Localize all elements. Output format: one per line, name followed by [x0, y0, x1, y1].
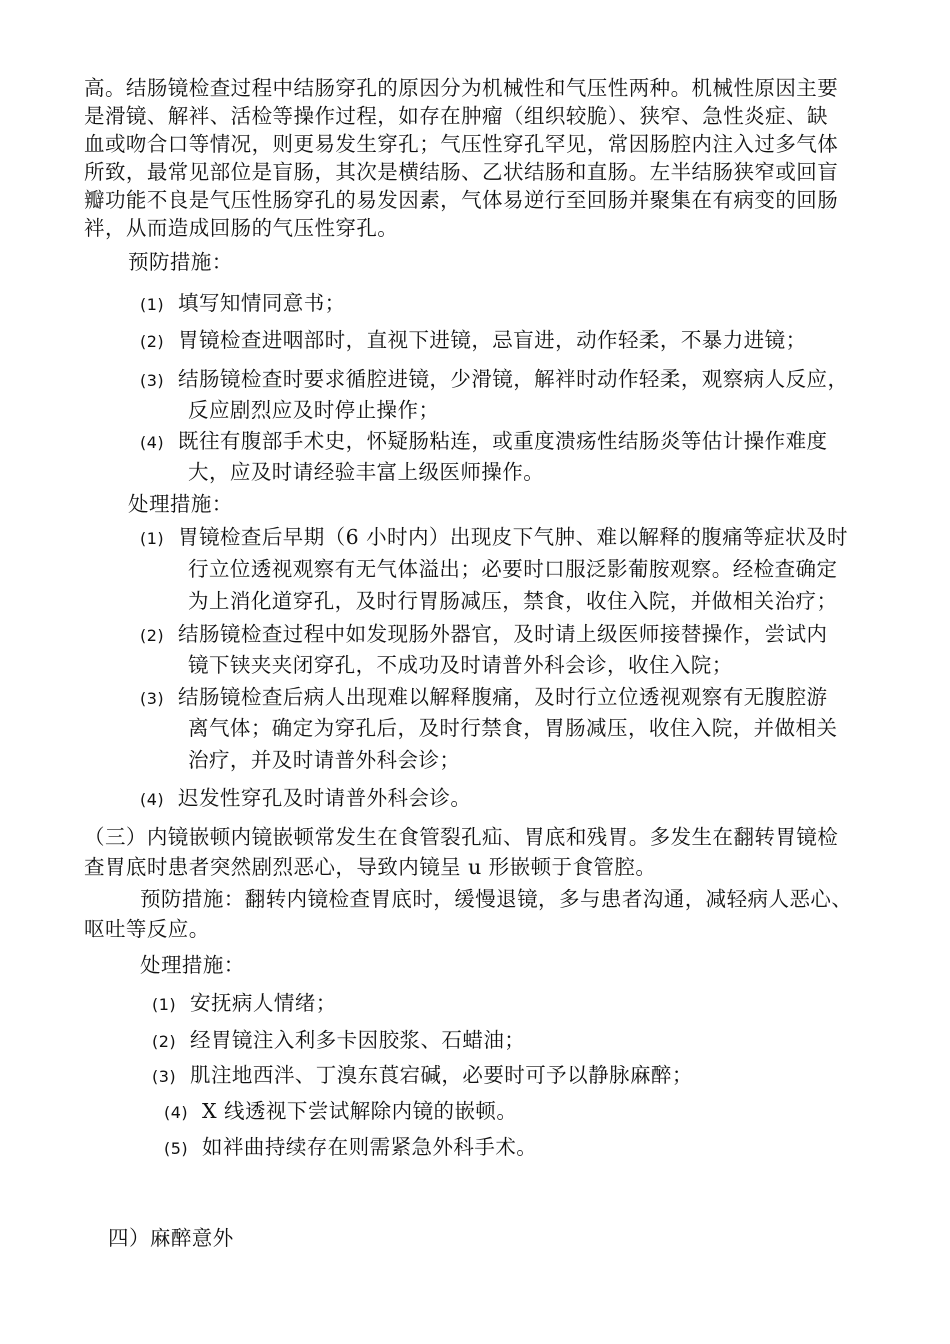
section-paragraph-line: （三）内镜嵌顿内镜嵌顿常发生在食管裂孔疝、胃底和残胃。多发生在翻转胃镜检 — [84, 825, 839, 849]
list-text: 安抚病人情绪； — [190, 991, 337, 1015]
list-continuation: 大，应及时请经验丰富上级医师操作。 — [188, 460, 545, 484]
list-item — [140, 783, 950, 813]
paragraph-line: 袢，从而造成回肠的气压性穿孔。 — [84, 216, 399, 240]
list-text: 结肠镜检查时要求循腔进镜，少滑镜，解袢时动作轻柔，观察病人反应， — [178, 367, 849, 391]
list-item — [140, 522, 950, 552]
list-item — [140, 364, 950, 394]
list-continuation: 治疗，并及时请普外科会诊； — [188, 748, 461, 772]
list-text: 胃镜检查后早期（6 小时内）出现皮下气肿、难以解释的腹痛等症状及时 — [178, 525, 848, 549]
list-text: 如袢曲持续存在则需紧急外科手术。 — [202, 1135, 538, 1159]
list-number: (4) — [140, 790, 165, 809]
list-text: 迟发性穿孔及时请普外科会诊。 — [178, 786, 472, 810]
list-item — [140, 426, 950, 456]
list-item — [164, 1132, 950, 1162]
paragraph-line: 高。结肠镜检查过程中结肠穿孔的原因分为机械性和气压性两种。机械性原因主要 — [84, 76, 839, 100]
prevention-paragraph-line: 预防措施：翻转内镜检查胃底时，缓慢退镜，多与患者沟通，减轻病人恶心、 — [140, 887, 853, 911]
list-text: 胃镜检查进咽部时，直视下进镜，忌盲进，动作轻柔，不暴力进镜； — [178, 328, 807, 352]
list-number: (3) — [140, 371, 165, 390]
list-item — [152, 1060, 950, 1090]
prevention-heading: 预防措施： — [128, 250, 233, 274]
list-text: 填写知情同意书； — [178, 291, 346, 315]
list-number: (2) — [140, 332, 165, 351]
section-paragraph-line: 查胃底时患者突然剧烈恶心，导致内镜呈 u 形嵌顿于食管腔。 — [84, 855, 657, 879]
list-continuation: 离气体；确定为穿孔后，及时行禁食，胃肠减压，收住入院，并做相关 — [188, 716, 838, 740]
list-text: 肌注地西泮、丁溴东莨宕碱，必要时可予以静脉麻醉； — [190, 1063, 693, 1087]
list-item — [152, 1025, 950, 1055]
list-item — [140, 288, 950, 318]
list-text: 结肠镜检查后病人出现难以解释腹痛，及时行立位透视观察有无腹腔游 — [178, 685, 828, 709]
list-continuation: 为上消化道穿孔，及时行胃肠减压，禁食，收住入院，并做相关治疗； — [188, 589, 838, 613]
list-number: (4) — [140, 433, 165, 452]
paragraph-line: 所致，最常见部位是盲肠，其次是横结肠、乙状结肠和直肠。左半结肠狭窄或回盲 — [84, 160, 839, 184]
paragraph-line: 血或吻合口等情况，则更易发生穿孔；气压性穿孔罕见，常因肠腔内注入过多气体 — [84, 132, 839, 156]
prevention-paragraph-line: 呕吐等反应。 — [84, 917, 210, 941]
list-continuation: 镜下铗夹夹闭穿孔，不成功及时请普外科会诊，收住入院； — [188, 653, 733, 677]
list-number: (3) — [140, 689, 165, 708]
list-number: (2) — [152, 1032, 177, 1051]
list-text: 经胃镜注入利多卡因胶浆、石蜡油； — [190, 1028, 526, 1052]
paragraph-line: 瓣功能不良是气压性肠穿孔的易发因素，气体易逆行至回肠并聚集在有病变的回肠 — [84, 188, 839, 212]
list-number: (1) — [152, 995, 177, 1014]
treatment-heading: 处理措施： — [140, 953, 245, 977]
section-heading: 四）麻醉意外 — [108, 1226, 234, 1250]
list-item — [152, 988, 950, 1018]
list-number: (2) — [140, 626, 165, 645]
list-continuation: 行立位透视观察有无气体溢出；必要时口服泛影葡胺观察。经检查确定 — [188, 557, 838, 581]
list-number: (1) — [140, 295, 165, 314]
list-text: X 线透视下尝试解除内镜的嵌顿。 — [202, 1099, 518, 1123]
list-number: (3) — [152, 1067, 177, 1086]
list-item — [140, 325, 950, 355]
list-number: (5) — [164, 1139, 189, 1158]
paragraph-line: 是滑镜、解袢、活检等操作过程，如存在肿瘤（组织较脆）、狭窄、急性炎症、缺 — [84, 104, 828, 128]
list-number: (1) — [140, 529, 165, 548]
list-text: 结肠镜检查过程中如发现肠外器官，及时请上级医师接替操作，尝试内 — [178, 622, 828, 646]
list-item — [164, 1096, 950, 1126]
list-text: 既往有腹部手术史，怀疑肠粘连，或重度溃疡性结肠炎等估计操作难度 — [178, 429, 828, 453]
list-item — [140, 619, 950, 649]
treatment-heading: 处理措施： — [128, 492, 233, 516]
list-continuation: 反应剧烈应及时停止操作； — [188, 398, 440, 422]
list-number: (4) — [164, 1103, 189, 1122]
list-item — [140, 682, 950, 712]
